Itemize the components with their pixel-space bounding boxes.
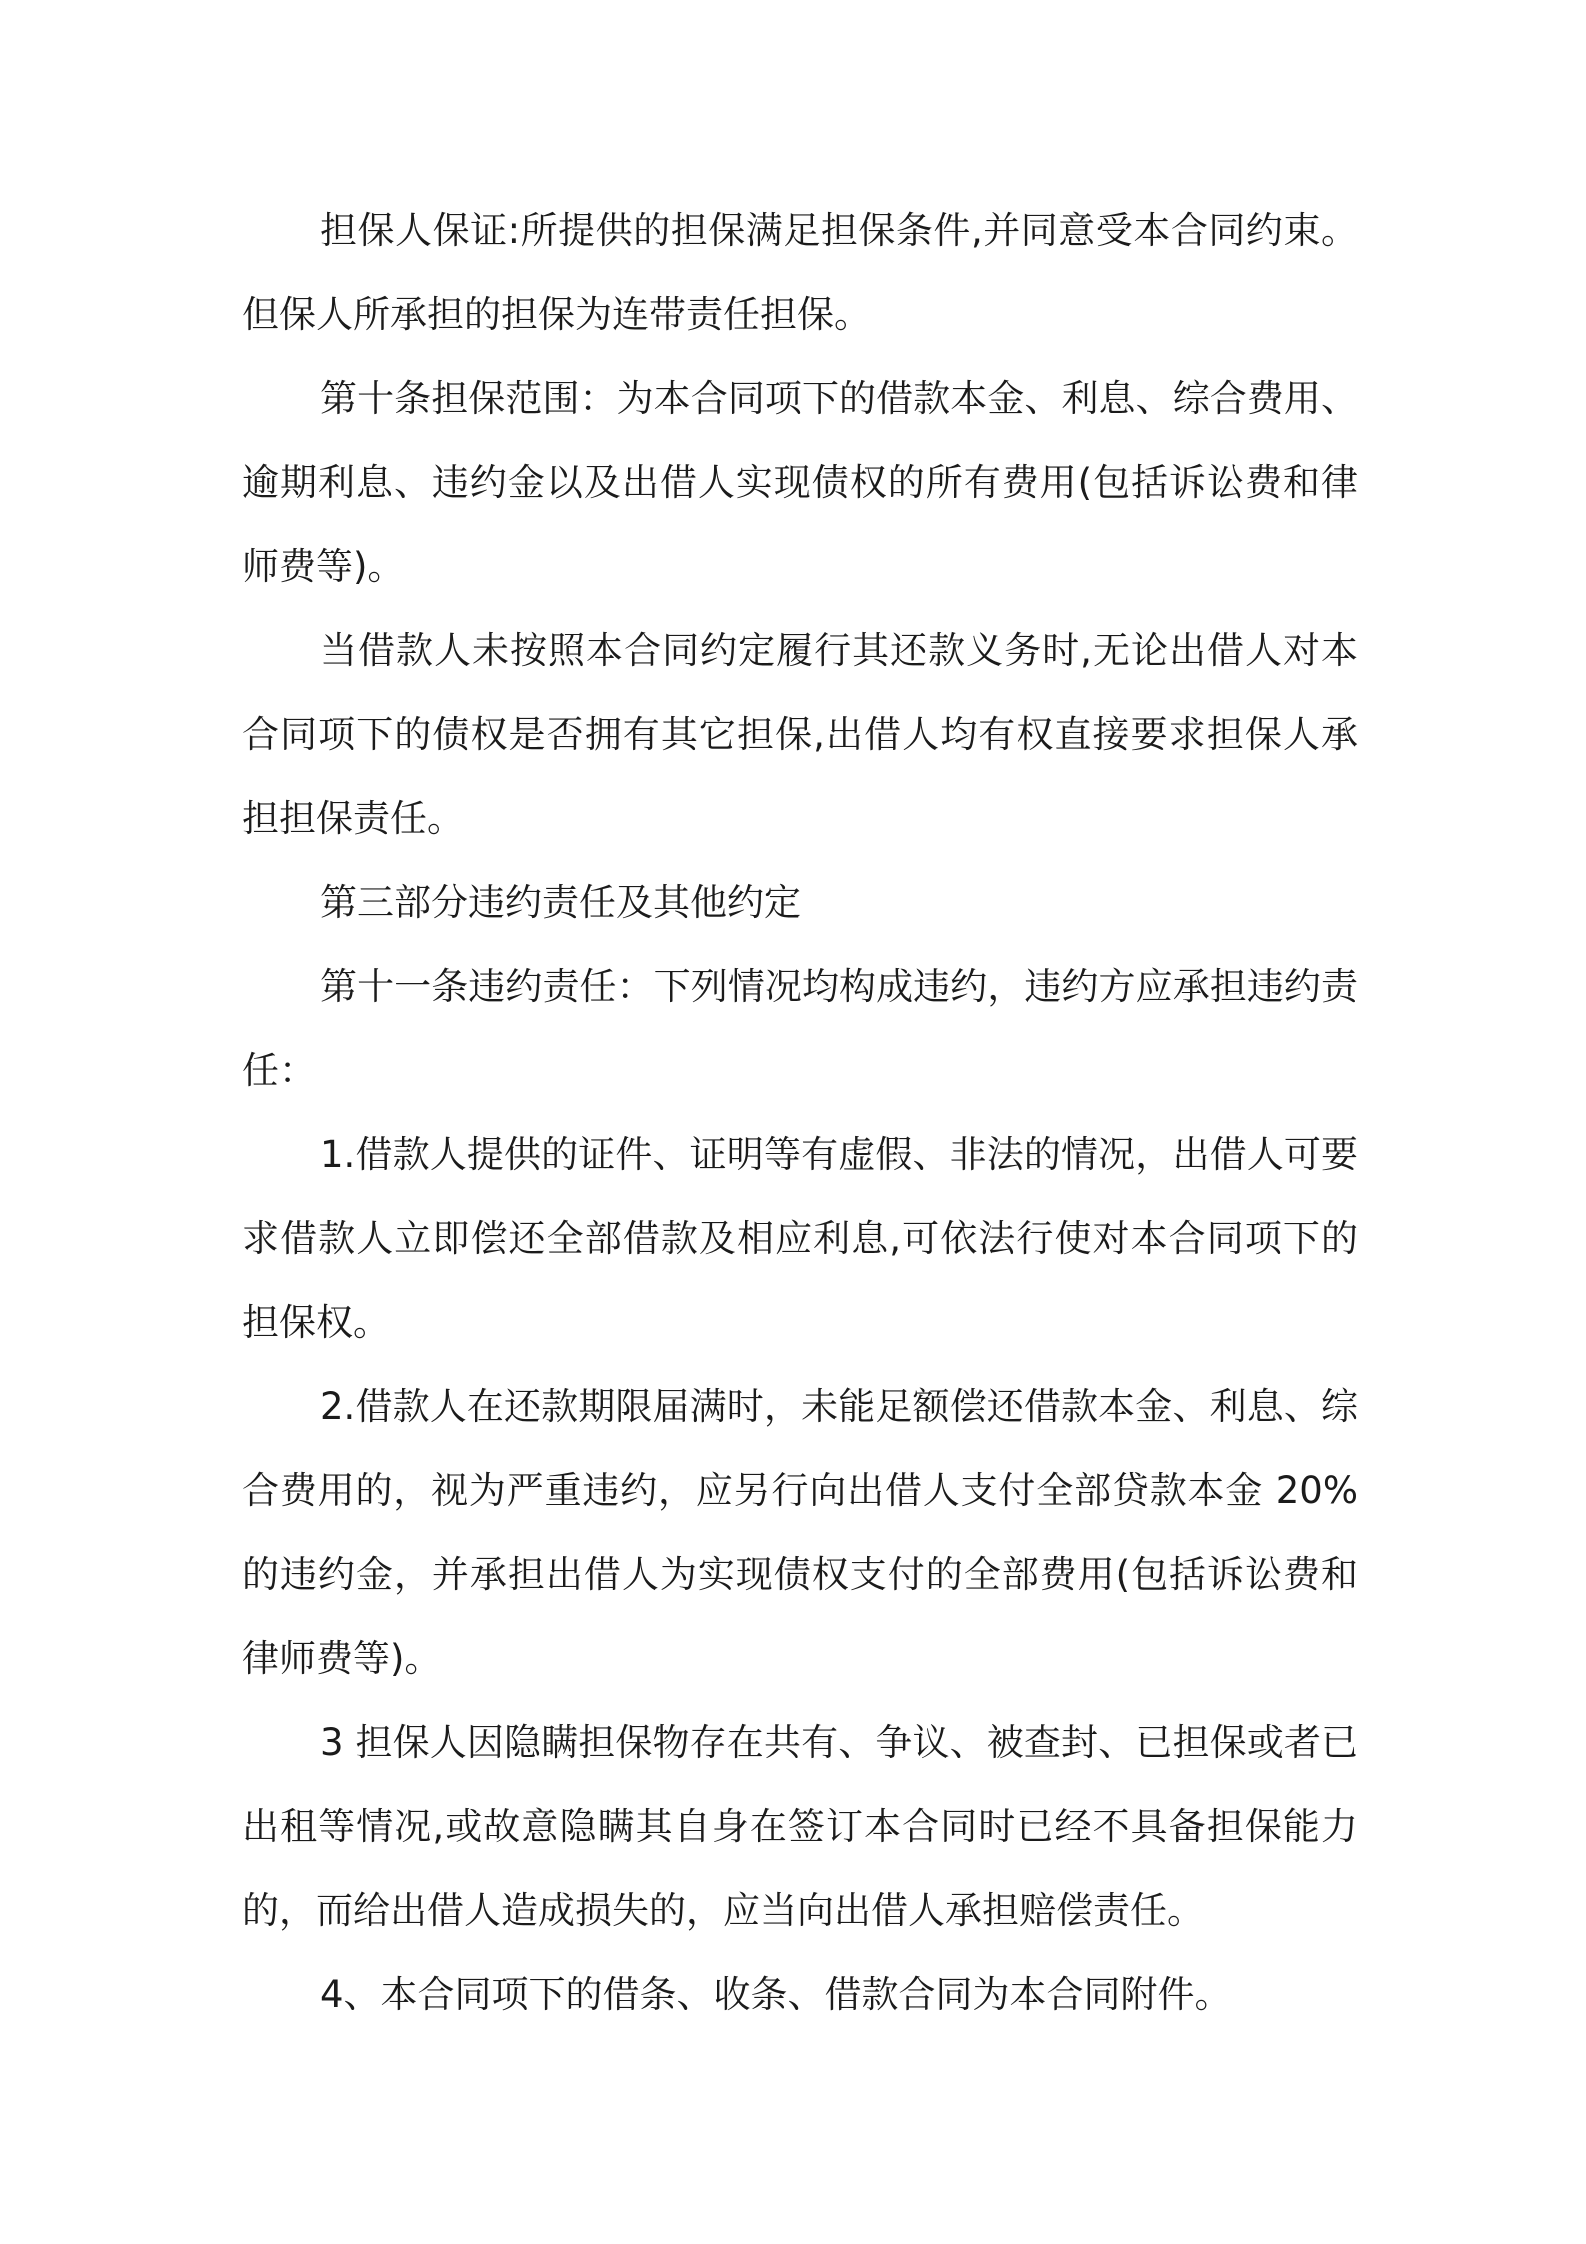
text-line: 合同项下的债权是否拥有其它担保,出借人均有权直接要求担保人承 [242, 713, 1358, 756]
paragraph-guarantor-warranty [242, 189, 1358, 357]
text-line: 合费用的，视为严重违约，应另行向出借人支付全部贷款本金 20% [242, 1469, 1358, 1512]
text-line: 求借款人立即偿还全部借款及相应利息,可依法行使对本合同项下的 [242, 1217, 1358, 1260]
text-line: 师费等)。 [242, 545, 405, 588]
document-body [242, 189, 1358, 2037]
text-line: 但保人所承担的担保为连带责任担保。 [242, 293, 871, 336]
breach-item-1 [242, 1113, 1358, 1365]
text-line: 担担保责任。 [242, 797, 464, 840]
breach-item-3 [242, 1701, 1358, 1953]
paragraph-guarantee-liability [242, 609, 1358, 861]
text-line: 3 担保人因隐瞒担保物存在共有、争议、被查封、已担保或者已 [320, 1721, 1358, 1764]
text-line: 担保权。 [242, 1301, 390, 1344]
text-line: 的违约金，并承担出借人为实现债权支付的全部费用(包括诉讼费和 [242, 1553, 1358, 1596]
section-3-heading [242, 861, 1358, 945]
breach-item-2 [242, 1365, 1358, 1701]
text-line: 任： [242, 1049, 316, 1092]
breach-item-4 [242, 1953, 1358, 2037]
clause-10-guarantee-scope [242, 357, 1358, 609]
text-line: 的，而给出借人造成损失的，应当向出借人承担赔偿责任。 [242, 1889, 1204, 1932]
text-line: 担保人保证:所提供的担保满足担保条件,并同意受本合同约束。 [320, 209, 1358, 252]
text-line: 4、本合同项下的借条、收条、借款合同为本合同附件。 [320, 1973, 1232, 2016]
text-line: 当借款人未按照本合同约定履行其还款义务时,无论出借人对本 [320, 629, 1358, 672]
text-line: 律师费等)。 [242, 1637, 442, 1680]
text-line: 逾期利息、违约金以及出借人实现债权的所有费用(包括诉讼费和律 [242, 461, 1358, 504]
text-line: 1.借款人提供的证件、证明等有虚假、非法的情况，出借人可要 [320, 1133, 1358, 1176]
clause-11-breach-liability [242, 945, 1358, 1113]
text-line: 第十一条违约责任：下列情况均构成违约，违约方应承担违约责 [320, 965, 1358, 1008]
text-line: 2.借款人在还款期限届满时，未能足额偿还借款本金、利息、综 [320, 1385, 1358, 1428]
text-line: 出租等情况,或故意隐瞒其自身在签订本合同时已经不具备担保能力 [242, 1805, 1358, 1848]
text-line: 第三部分违约责任及其他约定 [320, 881, 801, 924]
text-line: 第十条担保范围：为本合同项下的借款本金、利息、综合费用、 [320, 377, 1358, 420]
